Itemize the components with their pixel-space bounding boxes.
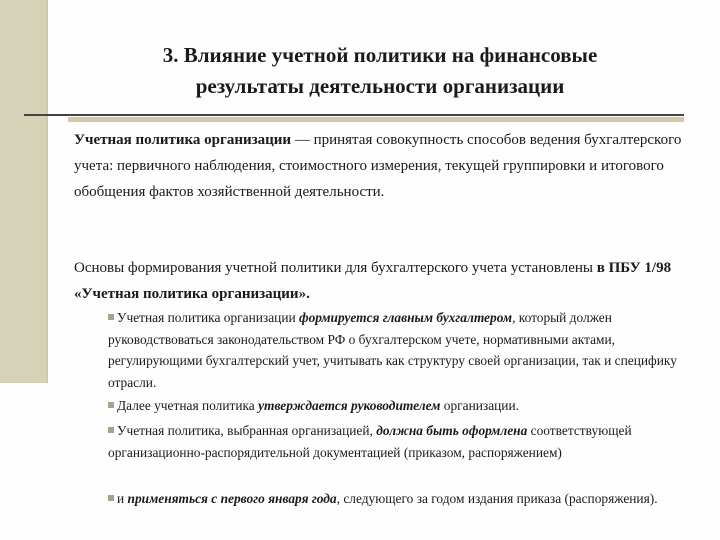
bullet-emphasis: утверждается руководителем bbox=[258, 398, 441, 413]
bullet-text: организации. bbox=[440, 398, 519, 413]
decorative-side-band bbox=[0, 0, 48, 383]
side-band-edge bbox=[46, 0, 48, 383]
bullet-text: Учетная политика, выбранная организацией, bbox=[117, 423, 377, 438]
bullet-text: Далее учетная политика bbox=[117, 398, 259, 413]
bullet-text: соответствующей организационно-распорядительной документацией (приказом, распоряжением) bbox=[108, 423, 632, 460]
bullet-emphasis: формируется главным бухгалтером bbox=[299, 310, 513, 325]
basis-text: Основы формирования учетной политики для бухгалтерского учета установлены bbox=[74, 260, 597, 276]
bullet-square-icon bbox=[108, 402, 114, 408]
bullet-text: и bbox=[117, 491, 128, 506]
bullet-square-icon bbox=[108, 427, 114, 433]
bullet-text: Учетная политика организации bbox=[117, 310, 300, 325]
basis-standard: в ПБУ 1/98 «Учетная политика организации». bbox=[74, 260, 672, 302]
title-line-1: 3. Влияние учетной политики на финансовые bbox=[162, 43, 598, 67]
title-accent-bar bbox=[68, 117, 684, 122]
bullet-item bbox=[108, 307, 698, 393]
bullet-emphasis: применяться с первого января года bbox=[127, 491, 337, 506]
bullet-item bbox=[108, 420, 698, 463]
definition-paragraph bbox=[74, 127, 694, 205]
definition-term: Учетная политика организации bbox=[74, 132, 292, 148]
bullet-text: , который должен руководствоваться законодательством РФ о бухгалтерском учете, нормативными актами, регулирующими бухгалтерский учет, учитывать как структуру своей организации, так и специфику отрасли. bbox=[108, 310, 677, 390]
bullet-square-icon bbox=[108, 495, 114, 501]
bullet-text: , следующего за годом издания приказа (распоряжения). bbox=[336, 491, 658, 506]
basis-paragraph bbox=[74, 255, 694, 307]
title-divider bbox=[24, 114, 684, 116]
slide-title bbox=[60, 40, 700, 102]
bullet-emphasis: должна быть оформлена bbox=[376, 423, 528, 438]
bullet-item bbox=[108, 488, 698, 510]
bullet-item bbox=[108, 395, 698, 417]
definition-text: — принятая совокупность способов ведения бухгалтерского учета: первичного наблюдения, стоимостного измерения, текущей группировки и итогового обобщения фактов хозяйственной деятельности. bbox=[74, 132, 682, 200]
title-line-2: результаты деятельности организации bbox=[195, 74, 565, 98]
bullet-square-icon bbox=[108, 314, 114, 320]
